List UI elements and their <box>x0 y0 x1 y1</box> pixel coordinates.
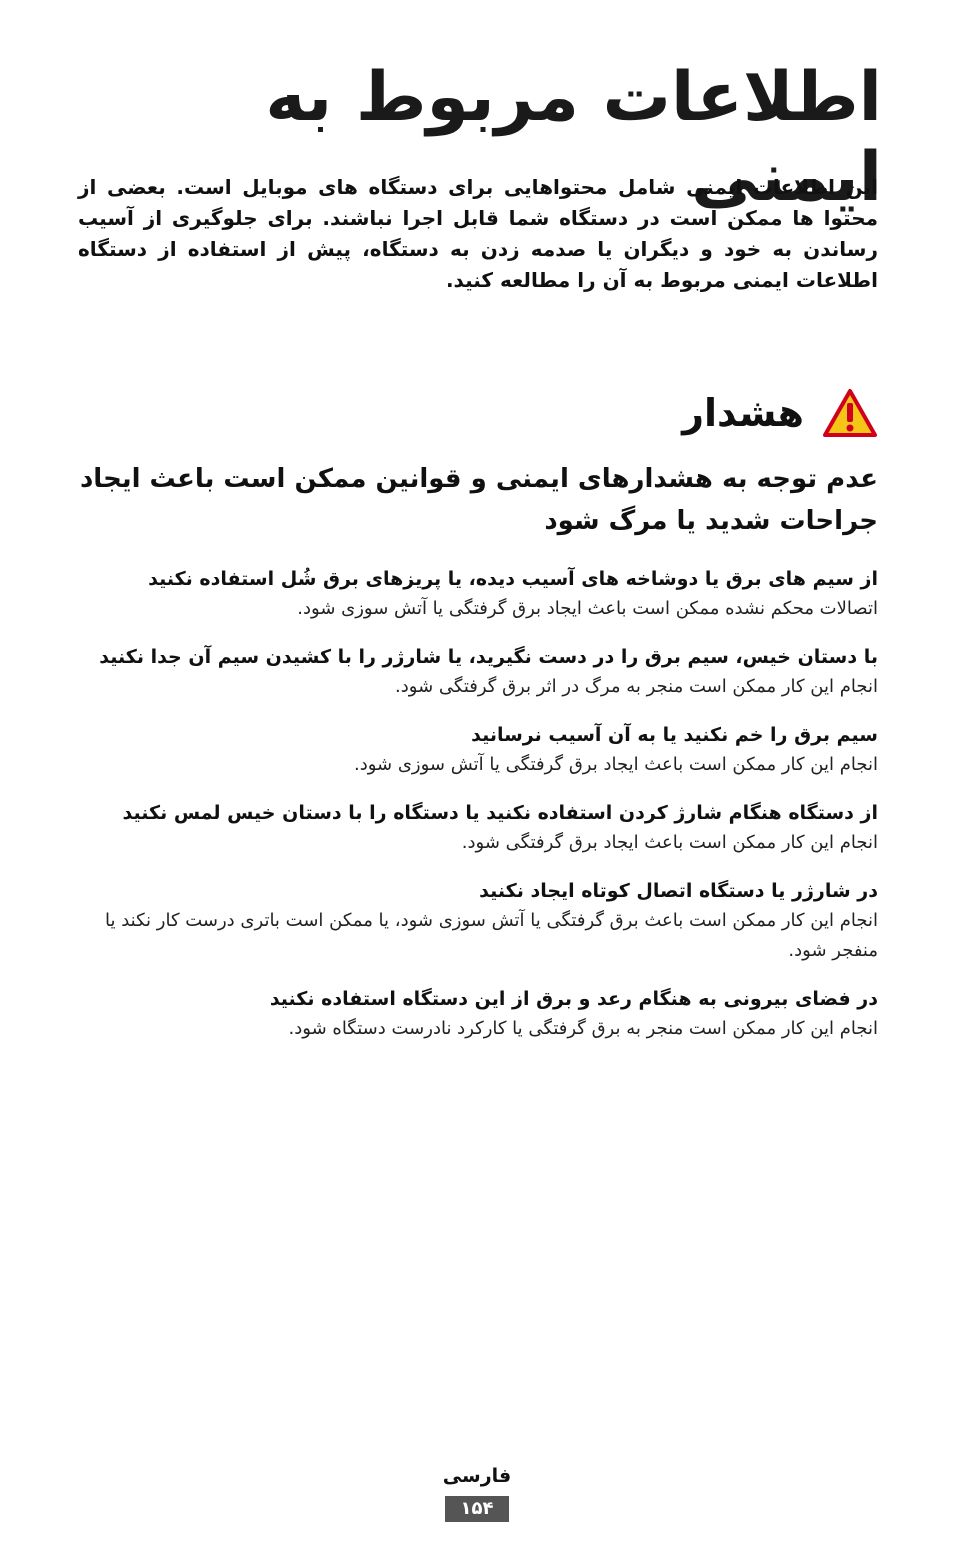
intro-paragraph: این اطلاعات ایمنی شامل محتواهایی برای دستگاه های موبایل است. بعضی از محتوا ها ممکن است در دستگاه شما قابل اجرا نباشند. برای جلوگیری از آسیب رساندن به خود و دیگران یا صدمه زدن به دستگاه، پیش از استفاده از دستگاه اطلاعات ایمنی مربوط به آن را مطالعه کنید. <box>78 175 878 292</box>
safety-item <box>68 642 878 702</box>
footer-language: فارسی <box>442 1465 512 1487</box>
safety-items <box>68 564 878 1062</box>
warning-label: هشدار <box>682 391 804 435</box>
warning-lead: عدم توجه به هشدارهای ایمنی و قوانین ممکن است باعث ایجاد جراحات شدید یا مرگ شود <box>79 464 878 536</box>
warning-header <box>682 388 878 438</box>
safety-item-body: انجام این کار ممکن است منجر به مرگ در اثر برق گرفتگی شود. <box>395 676 878 697</box>
page-number: ۱۵۴ <box>445 1496 510 1522</box>
safety-item-heading: در فضای بیرونی به هنگام رعد و برق از این دستگاه استفاده نکنید <box>269 988 878 1010</box>
safety-item-heading: از دستگاه هنگام شارژ کردن استفاده نکنید یا دستگاه را با دستان خیس لمس نکنید <box>122 802 878 824</box>
safety-item-heading: با دستان خیس، سیم برق را در دست نگیرید، یا شارژر را با کشیدن سیم آن جدا نکنید <box>99 646 878 668</box>
safety-item <box>68 720 878 780</box>
page-footer <box>0 1462 954 1522</box>
safety-item <box>68 876 878 966</box>
safety-item <box>68 984 878 1044</box>
safety-item-body: انجام این کار ممکن است باعث ایجاد برق گرفتگی یا آتش سوزی شود. <box>354 754 878 775</box>
safety-item <box>68 798 878 858</box>
safety-item-body: انجام این کار ممکن است باعث ایجاد برق گرفتگی شود. <box>461 832 878 853</box>
safety-item-heading: سیم برق را خم نکنید یا به آن آسیب نرسانید <box>471 724 878 746</box>
safety-item-body: اتصالات محکم نشده ممکن است باعث ایجاد برق گرفتگی یا آتش سوزی شود. <box>297 598 878 619</box>
safety-item-heading: در شارژر یا دستگاه اتصال کوتاه ایجاد نکنید <box>479 880 878 902</box>
warning-triangle-icon <box>822 388 878 438</box>
safety-item-body: انجام این کار ممکن است منجر به برق گرفتگی یا کارکرد نادرست دستگاه شود. <box>288 1018 878 1039</box>
page-title: اطلاعات مربوط به ایمنی <box>265 58 882 217</box>
safety-item <box>68 564 878 624</box>
safety-item-body: انجام این کار ممکن است باعث برق گرفتگی یا آتش سوزی شود، یا ممکن است باتری درست کار نکند یا منفجر شود. <box>105 910 878 961</box>
safety-item-heading: از سیم های برق یا دوشاخه های آسیب دیده، یا پریزهای برق شُل استفاده نکنید <box>148 568 878 590</box>
